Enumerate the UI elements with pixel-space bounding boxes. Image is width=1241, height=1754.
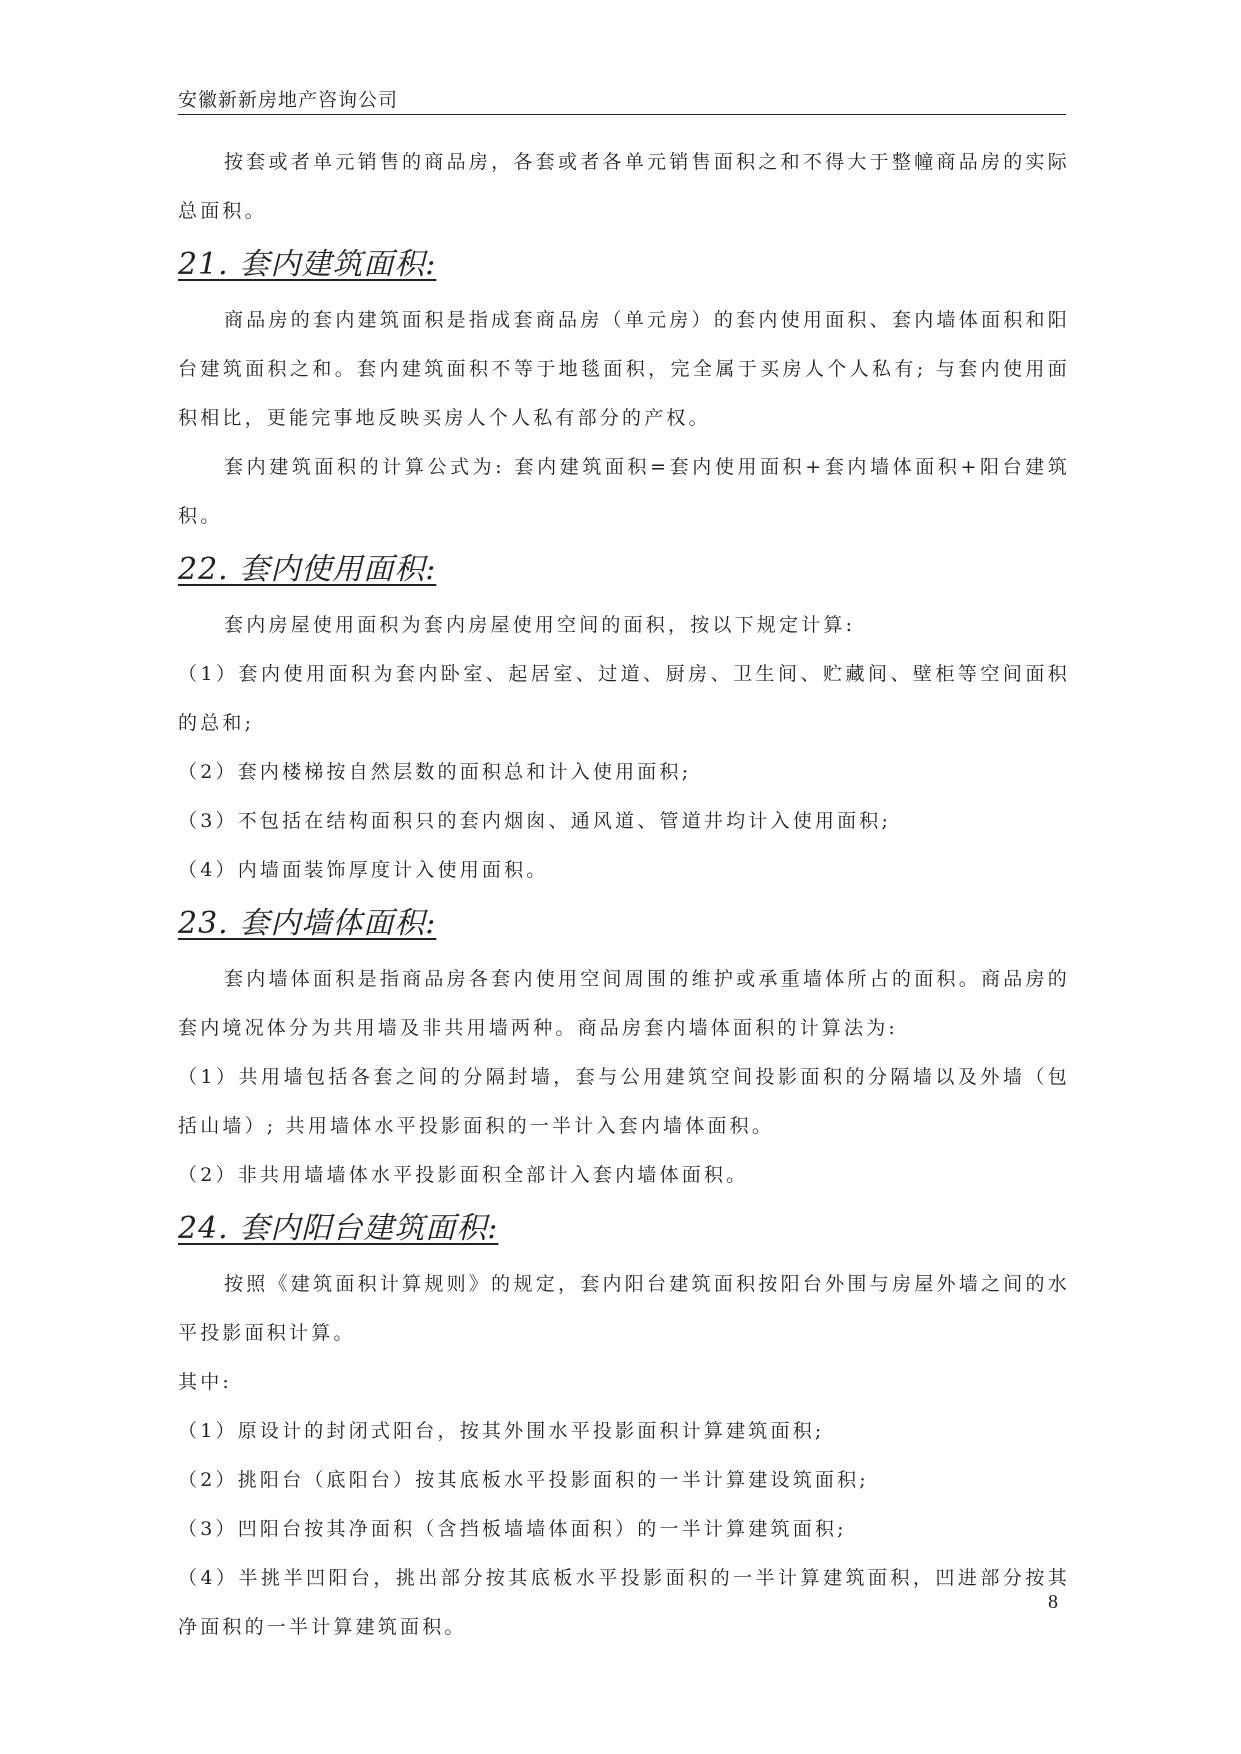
section-21-formula: 套内建筑面积的计算公式为: 套内建筑面积=套内使用面积+套内墙体面积+阳台建筑积。 — [178, 456, 1070, 527]
page-header — [178, 88, 1066, 115]
document-body — [178, 138, 1070, 1652]
section-22-item-1: （1）套内使用面积为套内卧室、起居室、过道、厨房、卫生间、贮藏间、壁柜等空间面积的总和; — [178, 663, 1070, 734]
section-24-item-3: （3）凹阳台按其净面积（含挡板墙墙体面积）的一半计算建筑面积; — [178, 1518, 847, 1540]
section-23-paragraph-1: 套内墙体面积是指商品房各套内使用空间周围的维护或承重墙体所占的面积。商品房的套内境况体分为共用墙及非共用墙两种。商品房套内墙体面积的计算法为: — [178, 968, 1070, 1039]
section-24-item-2: （2）挑阳台（底阳台）按其底板水平投影面积的一半计算建设筑面积; — [178, 1469, 869, 1491]
company-name: 安徽新新房地产咨询公司 — [178, 89, 399, 111]
section-heading-23: 23. 套内墙体面积: — [178, 906, 437, 941]
section-24-lead: 其中: — [178, 1371, 233, 1393]
section-22-paragraph-1: 套内房屋使用面积为套内房屋使用空间的面积，按以下规定计算: — [224, 614, 856, 636]
section-23-item-1: （1）共用墙包括各套之间的分隔封墙，套与公用建筑空间投影面积的分隔墙以及外墙（包括山墙）; 共用墙体水平投影面积的一半计入套内墙体面积。 — [178, 1066, 1070, 1137]
section-22-item-3: （3）不包括在结构面积只的套内烟囱、通风道、管道井均计入使用面积; — [178, 810, 892, 832]
section-22-item-2: （2）套内楼梯按自然层数的面积总和计入使用面积; — [178, 761, 692, 783]
section-23-item-2: （2）非共用墙墙体水平投影面积全部计入套内墙体面积。 — [178, 1164, 749, 1186]
section-24-paragraph-1: 按照《建筑面积计算规则》的规定，套内阳台建筑面积按阳台外围与房屋外墙之间的水平投影面积计算。 — [178, 1273, 1070, 1344]
section-21-paragraph-1: 商品房的套内建筑面积是指成套商品房（单元房）的套内使用面积、套内墙体面积和阳台建筑面积之和。套内建筑面积不等于地毯面积，完全属于买房人个人私有; 与套内使用面积相比，更能完事地反映买房人个人私有部分的产权。 — [178, 309, 1070, 429]
section-24-item-4: （4）半挑半凹阳台，挑出部分按其底板水平投影面积的一半计算建筑面积，凹进部分按其净面积的一半计算建筑面积。 — [178, 1567, 1070, 1638]
section-heading-22: 22. 套内使用面积: — [178, 552, 437, 587]
section-24-item-1: （1）原设计的封闭式阳台，按其外围水平投影面积计算建筑面积; — [178, 1420, 825, 1442]
section-heading-21: 21. 套内建筑面积: — [178, 247, 437, 282]
section-heading-24: 24. 套内阳台建筑面积: — [178, 1211, 499, 1246]
intro-paragraph: 按套或者单元销售的商品房，各套或者各单元销售面积之和不得大于整幢商品房的实际总面积。 — [178, 151, 1070, 222]
page-number: 8 — [1048, 1591, 1058, 1613]
section-22-item-4: （4）内墙面装饰厚度计入使用面积。 — [178, 859, 549, 881]
